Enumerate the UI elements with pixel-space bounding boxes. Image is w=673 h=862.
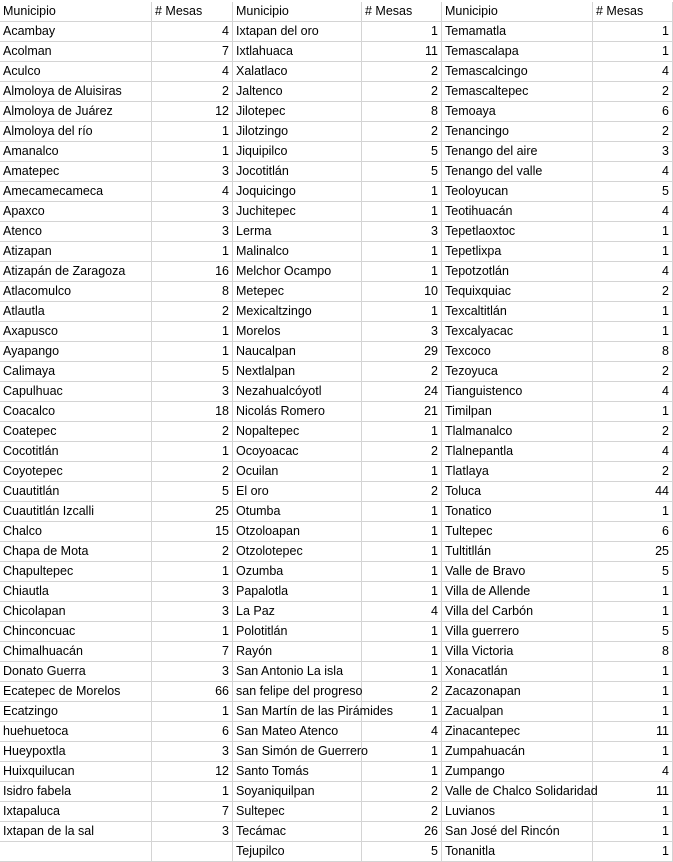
- municipio-cell[interactable]: Ayapango: [0, 342, 152, 362]
- mesas-cell[interactable]: 2: [593, 362, 673, 382]
- mesas-cell[interactable]: 1: [593, 42, 673, 62]
- mesas-cell[interactable]: 4: [152, 22, 233, 42]
- municipio-cell[interactable]: Texcoco: [442, 342, 593, 362]
- municipio-cell[interactable]: Jiquipilco: [233, 142, 362, 162]
- mesas-cell[interactable]: 3: [152, 382, 233, 402]
- municipio-cell[interactable]: Luvianos: [442, 802, 593, 822]
- mesas-cell[interactable]: 2: [593, 282, 673, 302]
- municipio-cell[interactable]: Tepetlixpa: [442, 242, 593, 262]
- mesas-cell[interactable]: 1: [593, 222, 673, 242]
- mesas-cell[interactable]: 1: [362, 202, 442, 222]
- municipio-cell[interactable]: Chapultepec: [0, 562, 152, 582]
- municipio-cell[interactable]: Tlatlaya: [442, 462, 593, 482]
- municipio-cell[interactable]: Cuautitlán: [0, 482, 152, 502]
- mesas-cell[interactable]: 7: [152, 642, 233, 662]
- mesas-cell[interactable]: 1: [593, 822, 673, 842]
- mesas-cell[interactable]: 1: [362, 262, 442, 282]
- municipio-cell[interactable]: Joquicingo: [233, 182, 362, 202]
- municipio-cell[interactable]: Papalotla: [233, 582, 362, 602]
- municipio-cell[interactable]: Tlalnepantla: [442, 442, 593, 462]
- municipio-cell[interactable]: Coatepec: [0, 422, 152, 442]
- municipio-cell[interactable]: Teotihuacán: [442, 202, 593, 222]
- mesas-cell[interactable]: 1: [362, 622, 442, 642]
- mesas-cell[interactable]: 2: [362, 122, 442, 142]
- municipio-cell[interactable]: Atlacomulco: [0, 282, 152, 302]
- municipio-cell[interactable]: Otzoloapan: [233, 522, 362, 542]
- mesas-cell[interactable]: 1: [362, 302, 442, 322]
- municipio-cell[interactable]: Calimaya: [0, 362, 152, 382]
- municipio-cell[interactable]: Tultepec: [442, 522, 593, 542]
- municipio-cell[interactable]: Cuautitlán Izcalli: [0, 502, 152, 522]
- mesas-cell[interactable]: 5: [593, 622, 673, 642]
- municipio-cell[interactable]: Tultitllán: [442, 542, 593, 562]
- mesas-cell[interactable]: 3: [593, 142, 673, 162]
- mesas-cell[interactable]: 1: [593, 302, 673, 322]
- mesas-cell[interactable]: 2: [362, 62, 442, 82]
- mesas-cell[interactable]: 2: [593, 462, 673, 482]
- header-mesas-cell[interactable]: # Mesas: [152, 2, 233, 22]
- municipio-cell[interactable]: Zacualpan: [442, 702, 593, 722]
- municipio-cell[interactable]: Valle de Chalco Solidaridad: [442, 782, 593, 802]
- mesas-cell[interactable]: 4: [593, 202, 673, 222]
- municipio-cell[interactable]: Chalco: [0, 522, 152, 542]
- mesas-cell[interactable]: 2: [593, 82, 673, 102]
- municipio-cell[interactable]: Temascalcingo: [442, 62, 593, 82]
- municipio-cell[interactable]: Toluca: [442, 482, 593, 502]
- municipio-cell[interactable]: Coacalco: [0, 402, 152, 422]
- municipio-cell[interactable]: Xalatlaco: [233, 62, 362, 82]
- municipio-cell[interactable]: Tejupilco: [233, 842, 362, 862]
- municipio-cell[interactable]: Jaltenco: [233, 82, 362, 102]
- municipio-cell[interactable]: Chinconcuac: [0, 622, 152, 642]
- municipio-cell[interactable]: Nezahualcóyotl: [233, 382, 362, 402]
- mesas-cell[interactable]: 1: [152, 142, 233, 162]
- mesas-cell[interactable]: 5: [152, 482, 233, 502]
- mesas-cell[interactable]: 15: [152, 522, 233, 542]
- header-mesas-cell[interactable]: # Mesas: [593, 2, 673, 22]
- municipio-cell[interactable]: Tonatico: [442, 502, 593, 522]
- municipio-cell[interactable]: Atizapán de Zaragoza: [0, 262, 152, 282]
- municipio-cell[interactable]: Chimalhuacán: [0, 642, 152, 662]
- mesas-cell[interactable]: 1: [362, 742, 442, 762]
- mesas-cell[interactable]: 1: [593, 682, 673, 702]
- municipio-cell[interactable]: Temoaya: [442, 102, 593, 122]
- mesas-cell[interactable]: 7: [152, 42, 233, 62]
- municipio-cell[interactable]: Villa de Allende: [442, 582, 593, 602]
- mesas-cell[interactable]: 1: [593, 742, 673, 762]
- mesas-cell[interactable]: 1: [152, 242, 233, 262]
- municipio-cell[interactable]: Melchor Ocampo: [233, 262, 362, 282]
- mesas-cell[interactable]: 1: [362, 422, 442, 442]
- mesas-cell[interactable]: 2: [152, 462, 233, 482]
- mesas-cell[interactable]: 2: [362, 442, 442, 462]
- mesas-cell[interactable]: 4: [593, 382, 673, 402]
- municipio-cell[interactable]: Huixquilucan: [0, 762, 152, 782]
- mesas-cell[interactable]: 2: [152, 302, 233, 322]
- municipio-cell[interactable]: Almoloya del río: [0, 122, 152, 142]
- municipio-cell[interactable]: Rayón: [233, 642, 362, 662]
- mesas-cell[interactable]: 7: [152, 802, 233, 822]
- mesas-cell[interactable]: 44: [593, 482, 673, 502]
- mesas-cell[interactable]: 1: [362, 242, 442, 262]
- municipio-cell[interactable]: Ixtapan del oro: [233, 22, 362, 42]
- municipio-cell[interactable]: Timilpan: [442, 402, 593, 422]
- mesas-cell[interactable]: 3: [152, 202, 233, 222]
- municipio-cell[interactable]: Ozumba: [233, 562, 362, 582]
- mesas-cell[interactable]: 1: [152, 122, 233, 142]
- mesas-cell[interactable]: 5: [152, 362, 233, 382]
- municipio-cell[interactable]: Otzolotepec: [233, 542, 362, 562]
- municipio-cell[interactable]: Ixtapaluca: [0, 802, 152, 822]
- municipio-cell[interactable]: Atenco: [0, 222, 152, 242]
- municipio-cell[interactable]: Tecámac: [233, 822, 362, 842]
- mesas-cell[interactable]: 11: [593, 722, 673, 742]
- mesas-cell[interactable]: 1: [152, 702, 233, 722]
- mesas-cell[interactable]: 6: [593, 102, 673, 122]
- municipio-cell[interactable]: Chicolapan: [0, 602, 152, 622]
- municipio-cell[interactable]: Chapa de Mota: [0, 542, 152, 562]
- mesas-cell[interactable]: 1: [152, 622, 233, 642]
- municipio-cell[interactable]: La Paz: [233, 602, 362, 622]
- mesas-cell[interactable]: 1: [362, 762, 442, 782]
- mesas-cell[interactable]: 4: [593, 442, 673, 462]
- mesas-cell[interactable]: 16: [152, 262, 233, 282]
- municipio-cell[interactable]: Temascaltepec: [442, 82, 593, 102]
- municipio-cell[interactable]: Almoloya de Aluisiras: [0, 82, 152, 102]
- mesas-cell[interactable]: [152, 842, 233, 862]
- municipio-cell[interactable]: Jilotzingo: [233, 122, 362, 142]
- mesas-cell[interactable]: 3: [152, 222, 233, 242]
- mesas-cell[interactable]: 8: [593, 642, 673, 662]
- mesas-cell[interactable]: 1: [362, 662, 442, 682]
- municipio-cell[interactable]: Tonanitla: [442, 842, 593, 862]
- municipio-cell[interactable]: Tequixquiac: [442, 282, 593, 302]
- mesas-cell[interactable]: 1: [593, 402, 673, 422]
- mesas-cell[interactable]: 1: [593, 842, 673, 862]
- municipio-cell[interactable]: Tlalmanalco: [442, 422, 593, 442]
- mesas-cell[interactable]: 5: [362, 842, 442, 862]
- mesas-cell[interactable]: 4: [593, 62, 673, 82]
- municipio-cell[interactable]: Sultepec: [233, 802, 362, 822]
- mesas-cell[interactable]: 2: [362, 682, 442, 702]
- mesas-cell[interactable]: 2: [362, 482, 442, 502]
- header-municipio-cell[interactable]: Municipio: [442, 2, 593, 22]
- mesas-cell[interactable]: 4: [152, 62, 233, 82]
- mesas-cell[interactable]: 1: [362, 22, 442, 42]
- municipio-cell[interactable]: Villa Victoria: [442, 642, 593, 662]
- municipio-cell[interactable]: Naucalpan: [233, 342, 362, 362]
- mesas-cell[interactable]: 4: [593, 762, 673, 782]
- mesas-cell[interactable]: 1: [152, 562, 233, 582]
- mesas-cell[interactable]: 1: [362, 462, 442, 482]
- mesas-cell[interactable]: 1: [362, 522, 442, 542]
- municipio-cell[interactable]: Amanalco: [0, 142, 152, 162]
- mesas-cell[interactable]: 4: [152, 182, 233, 202]
- mesas-cell[interactable]: 4: [362, 722, 442, 742]
- municipio-cell[interactable]: Atlautla: [0, 302, 152, 322]
- municipio-cell[interactable]: San Simón de Guerrero: [233, 742, 362, 762]
- header-mesas-cell[interactable]: # Mesas: [362, 2, 442, 22]
- mesas-cell[interactable]: 6: [593, 522, 673, 542]
- municipio-cell[interactable]: Acolman: [0, 42, 152, 62]
- mesas-cell[interactable]: 11: [593, 782, 673, 802]
- municipio-cell[interactable]: Ixtapan de la sal: [0, 822, 152, 842]
- mesas-cell[interactable]: 1: [593, 582, 673, 602]
- municipio-cell[interactable]: san felipe del progreso: [233, 682, 362, 702]
- municipio-cell[interactable]: Tezoyuca: [442, 362, 593, 382]
- mesas-cell[interactable]: 3: [152, 822, 233, 842]
- municipio-cell[interactable]: Amatepec: [0, 162, 152, 182]
- mesas-cell[interactable]: 1: [593, 322, 673, 342]
- mesas-cell[interactable]: 2: [152, 422, 233, 442]
- municipio-cell[interactable]: Villa guerrero: [442, 622, 593, 642]
- municipio-cell[interactable]: Tenango del aire: [442, 142, 593, 162]
- mesas-cell[interactable]: 12: [152, 102, 233, 122]
- municipio-cell[interactable]: Coyotepec: [0, 462, 152, 482]
- municipio-cell[interactable]: Mexicaltzingo: [233, 302, 362, 322]
- municipio-cell[interactable]: Villa del Carbón: [442, 602, 593, 622]
- mesas-cell[interactable]: 5: [593, 182, 673, 202]
- mesas-cell[interactable]: 2: [362, 802, 442, 822]
- municipio-cell[interactable]: Zacazonapan: [442, 682, 593, 702]
- mesas-cell[interactable]: 5: [593, 562, 673, 582]
- mesas-cell[interactable]: 1: [593, 602, 673, 622]
- municipio-cell[interactable]: Atizapan: [0, 242, 152, 262]
- municipio-cell[interactable]: El oro: [233, 482, 362, 502]
- mesas-cell[interactable]: 1: [593, 802, 673, 822]
- mesas-cell[interactable]: 2: [362, 82, 442, 102]
- mesas-cell[interactable]: 3: [152, 582, 233, 602]
- municipio-cell[interactable]: Almoloya de Juárez: [0, 102, 152, 122]
- municipio-cell[interactable]: Aculco: [0, 62, 152, 82]
- mesas-cell[interactable]: 1: [593, 242, 673, 262]
- municipio-cell[interactable]: Tepetlaoxtoc: [442, 222, 593, 242]
- municipio-cell[interactable]: Otumba: [233, 502, 362, 522]
- municipio-cell[interactable]: Cocotitlán: [0, 442, 152, 462]
- mesas-cell[interactable]: 3: [152, 602, 233, 622]
- mesas-cell[interactable]: 2: [152, 542, 233, 562]
- mesas-cell[interactable]: 10: [362, 282, 442, 302]
- mesas-cell[interactable]: 3: [362, 322, 442, 342]
- mesas-cell[interactable]: 3: [152, 662, 233, 682]
- mesas-cell[interactable]: 5: [362, 142, 442, 162]
- municipio-cell[interactable]: [0, 842, 152, 862]
- mesas-cell[interactable]: 1: [593, 502, 673, 522]
- mesas-cell[interactable]: 2: [593, 422, 673, 442]
- header-municipio-cell[interactable]: Municipio: [233, 2, 362, 22]
- municipio-cell[interactable]: Hueypoxtla: [0, 742, 152, 762]
- mesas-cell[interactable]: 5: [362, 162, 442, 182]
- municipio-cell[interactable]: Ocoyoacac: [233, 442, 362, 462]
- mesas-cell[interactable]: 12: [152, 762, 233, 782]
- municipio-cell[interactable]: Donato Guerra: [0, 662, 152, 682]
- municipio-cell[interactable]: Zinacantepec: [442, 722, 593, 742]
- mesas-cell[interactable]: 3: [152, 162, 233, 182]
- mesas-cell[interactable]: 25: [152, 502, 233, 522]
- municipio-cell[interactable]: Lerma: [233, 222, 362, 242]
- municipio-cell[interactable]: San Mateo Atenco: [233, 722, 362, 742]
- municipio-cell[interactable]: Metepec: [233, 282, 362, 302]
- municipio-cell[interactable]: Temascalapa: [442, 42, 593, 62]
- municipio-cell[interactable]: Tenango del valle: [442, 162, 593, 182]
- municipio-cell[interactable]: Ecatzingo: [0, 702, 152, 722]
- municipio-cell[interactable]: Amecamecameca: [0, 182, 152, 202]
- municipio-cell[interactable]: Nextlalpan: [233, 362, 362, 382]
- mesas-cell[interactable]: 26: [362, 822, 442, 842]
- mesas-cell[interactable]: 1: [152, 342, 233, 362]
- municipio-cell[interactable]: Texcalyacac: [442, 322, 593, 342]
- municipio-cell[interactable]: Jilotepec: [233, 102, 362, 122]
- municipio-cell[interactable]: Texcaltitlán: [442, 302, 593, 322]
- municipio-cell[interactable]: Xonacatlán: [442, 662, 593, 682]
- municipio-cell[interactable]: Chiautla: [0, 582, 152, 602]
- municipio-cell[interactable]: Ocuilan: [233, 462, 362, 482]
- municipio-cell[interactable]: Nicolás Romero: [233, 402, 362, 422]
- municipio-cell[interactable]: Polotitlán: [233, 622, 362, 642]
- mesas-cell[interactable]: 2: [152, 82, 233, 102]
- municipio-cell[interactable]: Isidro fabela: [0, 782, 152, 802]
- municipio-cell[interactable]: Valle de Bravo: [442, 562, 593, 582]
- mesas-cell[interactable]: 1: [152, 322, 233, 342]
- mesas-cell[interactable]: 18: [152, 402, 233, 422]
- municipio-cell[interactable]: Tepotzotlán: [442, 262, 593, 282]
- header-municipio-cell[interactable]: Municipio: [0, 2, 152, 22]
- mesas-cell[interactable]: 1: [362, 562, 442, 582]
- mesas-cell[interactable]: 1: [593, 662, 673, 682]
- municipio-cell[interactable]: Ecatepec de Morelos: [0, 682, 152, 702]
- mesas-cell[interactable]: 24: [362, 382, 442, 402]
- mesas-cell[interactable]: 1: [593, 22, 673, 42]
- mesas-cell[interactable]: 2: [362, 782, 442, 802]
- municipio-cell[interactable]: Acambay: [0, 22, 152, 42]
- municipio-cell[interactable]: San José del Rincón: [442, 822, 593, 842]
- municipio-cell[interactable]: Ixtlahuaca: [233, 42, 362, 62]
- mesas-cell[interactable]: 3: [152, 742, 233, 762]
- mesas-cell[interactable]: 1: [152, 782, 233, 802]
- municipio-cell[interactable]: Apaxco: [0, 202, 152, 222]
- mesas-cell[interactable]: 1: [362, 642, 442, 662]
- mesas-cell[interactable]: 3: [362, 222, 442, 242]
- municipio-cell[interactable]: San Martín de las Pirámides: [233, 702, 362, 722]
- mesas-cell[interactable]: 8: [152, 282, 233, 302]
- municipio-cell[interactable]: huehuetoca: [0, 722, 152, 742]
- municipio-cell[interactable]: Axapusco: [0, 322, 152, 342]
- municipio-cell[interactable]: Zumpahuacán: [442, 742, 593, 762]
- mesas-cell[interactable]: 1: [362, 502, 442, 522]
- mesas-cell[interactable]: 4: [593, 262, 673, 282]
- municipio-cell[interactable]: Santo Tomás: [233, 762, 362, 782]
- municipio-cell[interactable]: Tenancingo: [442, 122, 593, 142]
- mesas-cell[interactable]: 2: [593, 122, 673, 142]
- municipio-cell[interactable]: Malinalco: [233, 242, 362, 262]
- mesas-cell[interactable]: 21: [362, 402, 442, 422]
- municipio-cell[interactable]: Temamatla: [442, 22, 593, 42]
- mesas-cell[interactable]: 66: [152, 682, 233, 702]
- municipio-cell[interactable]: Soyaniquilpan: [233, 782, 362, 802]
- municipio-cell[interactable]: Teoloyucan: [442, 182, 593, 202]
- municipio-cell[interactable]: Morelos: [233, 322, 362, 342]
- mesas-cell[interactable]: 11: [362, 42, 442, 62]
- mesas-cell[interactable]: 8: [362, 102, 442, 122]
- mesas-cell[interactable]: 1: [362, 702, 442, 722]
- mesas-cell[interactable]: 2: [362, 362, 442, 382]
- mesas-cell[interactable]: 1: [362, 182, 442, 202]
- mesas-cell[interactable]: 6: [152, 722, 233, 742]
- mesas-cell[interactable]: 1: [593, 702, 673, 722]
- mesas-cell[interactable]: 1: [362, 542, 442, 562]
- mesas-cell[interactable]: 4: [362, 602, 442, 622]
- mesas-cell[interactable]: 1: [152, 442, 233, 462]
- mesas-cell[interactable]: 8: [593, 342, 673, 362]
- mesas-cell[interactable]: 29: [362, 342, 442, 362]
- municipio-cell[interactable]: Zumpango: [442, 762, 593, 782]
- municipio-cell[interactable]: Nopaltepec: [233, 422, 362, 442]
- municipio-cell[interactable]: Capulhuac: [0, 382, 152, 402]
- mesas-cell[interactable]: 1: [362, 582, 442, 602]
- municipio-cell[interactable]: San Antonio La isla: [233, 662, 362, 682]
- municipio-cell[interactable]: Jocotitlán: [233, 162, 362, 182]
- mesas-cell[interactable]: 25: [593, 542, 673, 562]
- municipio-cell[interactable]: Juchitepec: [233, 202, 362, 222]
- municipio-cell[interactable]: Tianguistenco: [442, 382, 593, 402]
- mesas-cell[interactable]: 4: [593, 162, 673, 182]
